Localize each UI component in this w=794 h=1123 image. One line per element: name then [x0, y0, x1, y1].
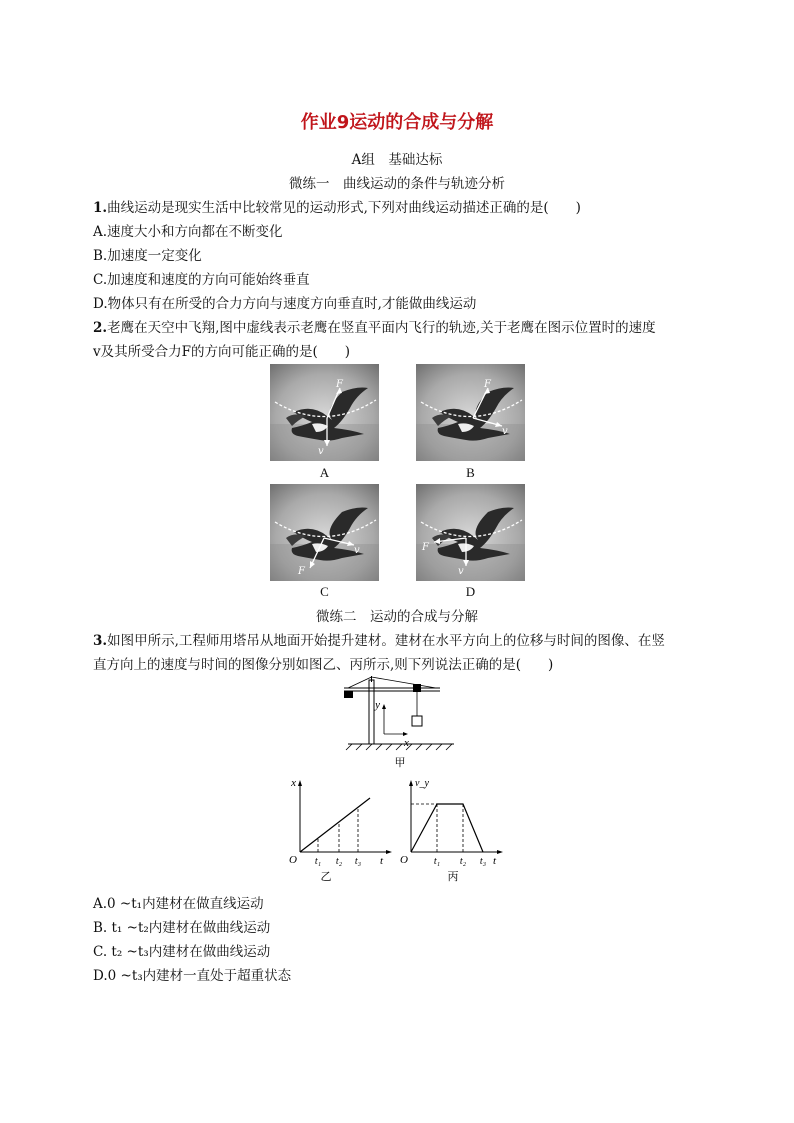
question-2-line2: v及其所受合力F的方向可能正确的是( )	[93, 344, 351, 360]
caption-d: D	[465, 584, 476, 599]
option-1c: C.加速度和速度的方向可能始终垂直	[93, 272, 310, 288]
question-stem-line1: 老鹰在天空中飞翔,图中虚线表示老鹰在竖直平面内飞行的轨迹,关于老鹰在图示位置时的速度	[107, 320, 656, 336]
velocity-label: v	[458, 566, 464, 577]
velocity-label: v	[502, 426, 508, 437]
eagle-figure-d	[416, 484, 525, 581]
question-stem: 曲线运动是现实生活中比较常见的运动形式,下列对曲线运动描述正确的是( )	[107, 200, 581, 216]
graph-yi-tick-t3: t₃	[354, 856, 362, 867]
question-number: 2.	[93, 320, 108, 336]
graph-bing-tick-t3: t₃	[479, 856, 487, 867]
graph-bing	[397, 776, 509, 884]
graph-bing-origin: O	[400, 854, 408, 866]
question-1	[93, 196, 703, 216]
question-stem-line1: 如图甲所示,工程师用塔吊从地面开始提升建材。建材在水平方向上的位移与时间的图像、在竖	[107, 633, 665, 649]
force-label: F	[484, 379, 491, 390]
question-3	[93, 629, 703, 649]
option-3d: D.0 ~t₃内建材一直处于超重状态	[93, 968, 292, 984]
graph-bing-y-label: v_y	[415, 778, 429, 789]
option-1a: A.速度大小和方向都在不断变化	[93, 224, 283, 240]
graph-yi-tick-t1: t₁	[314, 856, 322, 867]
eagle-figure-a	[270, 364, 379, 461]
option-3b: B. t₁ ~t₂内建材在做曲线运动	[93, 920, 271, 936]
section-heading-1: 微练一 曲线运动的条件与轨迹分析	[289, 176, 505, 192]
velocity-label: v	[318, 446, 324, 457]
graph-yi-tick-t2: t₂	[335, 856, 343, 867]
crane-y-label: y	[375, 699, 380, 711]
section-heading-2: 微练二 运动的合成与分解	[316, 609, 478, 625]
crane-figure	[340, 676, 460, 772]
graph-yi-x-label: t	[380, 855, 384, 867]
question-2	[93, 316, 703, 336]
question-number: 1.	[93, 200, 108, 216]
graph-yi-caption: 乙	[320, 871, 332, 883]
caption-a: A	[319, 465, 330, 480]
group-heading: A组 基础达标	[351, 152, 443, 168]
option-1d: D.物体只有在所受的合力方向与速度方向垂直时,才能做曲线运动	[93, 296, 477, 312]
crane-caption: 甲	[394, 757, 406, 769]
force-label: F	[422, 542, 429, 553]
graph-bing-x-label: t	[493, 855, 497, 867]
graph-yi-y-label: x	[291, 777, 296, 789]
graph-yi-origin: O	[289, 854, 297, 866]
velocity-label: v	[354, 545, 360, 556]
caption-b: B	[466, 465, 475, 480]
eagle-figure-b	[416, 364, 525, 461]
option-3c: C. t₂ ~t₃内建材在做曲线运动	[93, 944, 271, 960]
graph-bing-tick-t2: t₂	[459, 856, 467, 867]
graph-yi	[286, 776, 398, 884]
force-label: F	[336, 379, 343, 390]
force-label: F	[298, 566, 305, 577]
graph-bing-caption: 丙	[447, 871, 459, 883]
graph-bing-tick-t1: t₁	[433, 856, 441, 867]
option-3a: A.0 ~t₁内建材在做直线运动	[93, 896, 264, 912]
question-3-line2: 直方向上的速度与时间的图像分别如图乙、丙所示,则下列说法正确的是( )	[93, 657, 554, 673]
page-title: 作业9运动的合成与分解	[300, 112, 494, 133]
eagle-figure-c	[270, 484, 379, 581]
caption-c: C	[320, 584, 329, 599]
question-number: 3.	[93, 633, 108, 649]
option-1b: B.加速度一定变化	[93, 248, 202, 264]
crane-x-label: x	[404, 737, 409, 749]
